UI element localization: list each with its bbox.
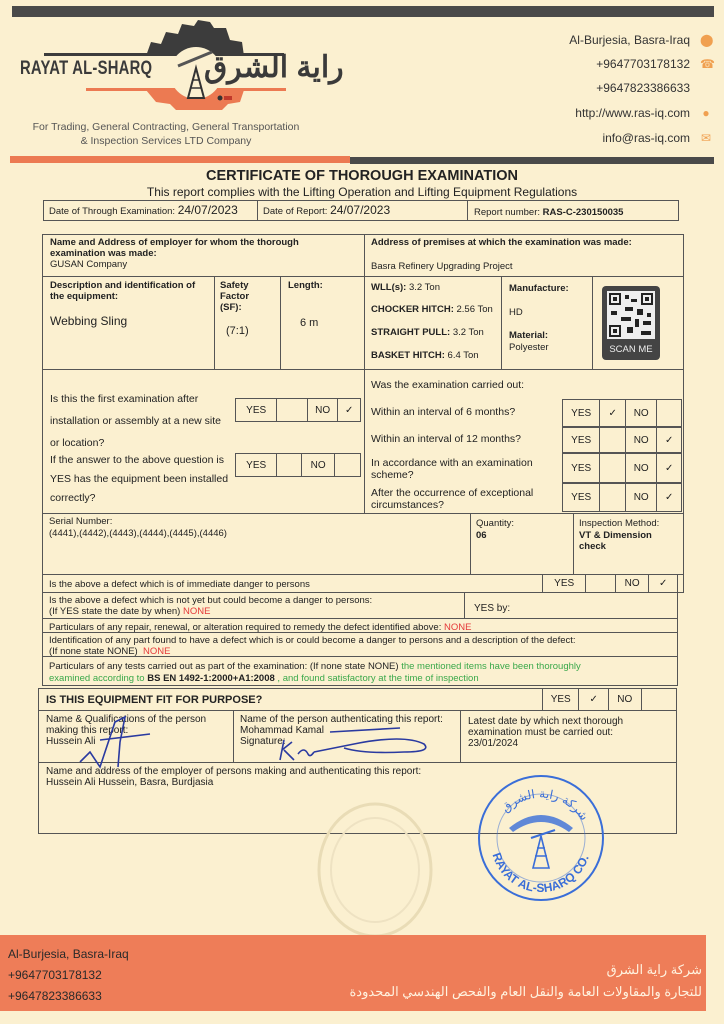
first-exam-yes-label: YES — [236, 399, 277, 421]
divider-dark — [350, 157, 714, 164]
signature-authenticator — [270, 722, 440, 764]
material-label: Material: — [509, 330, 549, 341]
choker-hitch-value: 2.56 Ton — [456, 304, 493, 315]
immediate-no-label: NO — [616, 574, 650, 593]
logo-text-en: RAYAT AL-SHARQ — [20, 58, 153, 79]
next-exam-date: Latest date by which next thorough examination must be carried out: 23/01/2024 — [468, 716, 624, 749]
exam-interval-3-no-label: NO — [626, 484, 657, 511]
manufacture-value: HD — [509, 307, 523, 318]
svg-text:RAYAT AL-SHARQ CO.: RAYAT AL-SHARQ CO. — [489, 850, 592, 896]
report-authenticator: Name of the person authenticating this report: Mohammad Kamal Signature: — [240, 714, 443, 747]
date-exam: Date of Through Examination: 24/07/2023 — [49, 203, 238, 217]
contact-email-link[interactable]: info@ras-iq.com — [602, 131, 690, 145]
footer-arabic-tagline: للتجارة والمقاولات العامة والنقل العام والفحص الهندسي المحدودة — [349, 984, 702, 999]
serial-value: (4441),(4442),(4443),(4444),(4445),(4446) — [49, 528, 227, 539]
exam-interval-1-no-checkbox[interactable]: ✓ — [665, 434, 674, 446]
quantity-value: 06 — [476, 530, 487, 541]
exam-interval-3-yes-label: YES — [563, 484, 600, 511]
fit-for-purpose-question: IS THIS EQUIPMENT FIT FOR PURPOSE? — [46, 694, 263, 706]
contact-phone-1-text[interactable]: +9647703178132 — [596, 57, 690, 71]
question-6-months: Within an interval of 6 months? — [371, 406, 516, 418]
equipment-desc-label: Description and identification of the equipment: — [50, 280, 196, 302]
footer-arabic-company: شركة راية الشرق — [606, 962, 702, 977]
exam-interval-0-no-checkbox[interactable] — [657, 400, 681, 426]
date-report-value: 24/07/2023 — [330, 203, 391, 217]
immediate-danger-question: Is the above a defect which is of immediate danger to persons — [49, 579, 310, 590]
exam-interval-0-yes-checkbox[interactable]: ✓ — [600, 400, 626, 426]
qr-code[interactable] — [602, 286, 660, 360]
material-value: Polyester — [509, 342, 549, 353]
safety-factor-label: Safety Factor (SF): — [220, 280, 250, 313]
basket-hitch-value: 6.4 Ton — [447, 350, 479, 361]
company-stamp — [475, 772, 607, 904]
tagline-line-2: & Inspection Services LTD Company — [80, 135, 252, 147]
fit-no-checkbox[interactable] — [642, 688, 676, 711]
date-report: Date of Report: 24/07/2023 — [263, 203, 391, 217]
fit-yes-no — [542, 688, 677, 711]
fit-yes-checkbox[interactable]: ✓ — [579, 688, 609, 711]
identification-answer: NONE — [142, 646, 171, 657]
first-exam-no-label: NO — [308, 399, 339, 421]
employer-label: Name and Address of employer for whom the thorough examination was made: GUSAN Company — [50, 237, 299, 270]
inspection-method-value: VT & Dimension check — [579, 530, 652, 552]
straight-pull-value: 3.2 Ton — [452, 327, 484, 338]
header-top-bar — [12, 6, 714, 17]
immediate-no-checkbox[interactable]: ✓ — [659, 578, 668, 589]
immediate-yes-label: YES — [543, 574, 586, 593]
contact-phone-2-text[interactable]: +9647823386633 — [596, 81, 690, 95]
immediate-danger-yes-no — [542, 574, 678, 593]
manufacture-label: Manufacture: — [509, 283, 569, 294]
installed-no-checkbox[interactable] — [335, 454, 360, 476]
test-standard: BS EN 1492-1:2000+A1:2008 — [147, 673, 275, 684]
exam-interval-1-yes-label: YES — [563, 428, 600, 452]
qr-scan-label: SCAN ME — [609, 344, 653, 355]
future-danger-answer: NONE — [182, 606, 211, 617]
employer-value: GUSAN Company — [50, 259, 128, 270]
future-danger-question: Is the above a defect which is not yet but could become a danger to persons: (If YES state the date by when) NONE — [49, 595, 373, 617]
exam-interval-1-no-label: NO — [626, 428, 657, 452]
date-exam-value: 24/07/2023 — [177, 203, 238, 217]
question-installed-correctly: If the answer to the above question is YES has the equipment been installed correctly? — [50, 454, 229, 504]
safety-factor-value: (7:1) — [226, 325, 249, 337]
next-exam-date-value: 23/01/2024 — [468, 738, 519, 749]
exam-interval-2-yes-label: YES — [563, 454, 600, 482]
exam-interval-yes-no-0 — [562, 399, 682, 427]
yes-by-label: YES by: — [474, 603, 511, 614]
phone-icon: ☎ — [700, 57, 715, 71]
exam-interval-0-no-label: NO — [626, 400, 657, 426]
installed-no-label: NO — [302, 454, 335, 476]
premises-value: Basra Refinery Upgrading Project — [371, 261, 513, 272]
divider-orange — [10, 156, 350, 163]
question-exceptional: After the occurrence of exceptional circumstances? — [371, 487, 534, 511]
question-first-exam: Is this the first examination after installation or assembly at a new site or location? — [50, 393, 221, 449]
repair-question: Particulars of any repair, renewal, or alteration required to remedy the defect identified above: NONE — [49, 622, 472, 633]
length-value: 6 m — [300, 317, 319, 329]
exam-interval-yes-no-2 — [562, 453, 682, 483]
exam-interval-3-yes-checkbox[interactable] — [600, 484, 626, 511]
qr-code-icon — [607, 291, 655, 339]
globe-icon: ● — [702, 106, 710, 120]
exam-carried-heading: Was the examination carried out: — [371, 379, 525, 391]
first-exam-yes-checkbox[interactable] — [277, 399, 308, 421]
contact-email — [602, 131, 712, 145]
footer-address: Al-Burjesia, Basra-Iraq — [8, 947, 129, 961]
report-maker-value: Hussein Ali — [46, 736, 96, 747]
choker-hitch: CHOCKER HITCH: 2.56 Ton — [371, 304, 493, 315]
exam-interval-1-yes-checkbox[interactable] — [600, 428, 626, 452]
mail-icon: ✉ — [700, 131, 712, 145]
premises-label: Address of premises at which the examination was made: — [371, 237, 632, 248]
tests-particulars: Particulars of any tests carried out as part of the examination: (If none state NONE) the mentioned items have been thoroughly examined according to BS EN 1492-1:2000+A1:2008 , and found satisfactory at the time of inspection — [49, 661, 581, 684]
contact-phone-2 — [596, 81, 690, 95]
certificate-subtitle: This report complies with the Lifting Operation and Lifting Equipment Regulations — [146, 185, 578, 199]
embossed-seal — [315, 800, 435, 940]
installed-yes-label: YES — [236, 454, 277, 476]
location-pin-icon: ⬤ — [700, 33, 714, 47]
wll: WLL(s): 3.2 Ton — [371, 282, 440, 293]
basket-hitch: BASKET HITCH: 6.4 Ton — [371, 350, 479, 361]
contact-phone-1 — [596, 57, 715, 71]
first-exam-no-checkbox[interactable]: ✓ — [344, 404, 354, 416]
logo-text-ar: راية الشرق — [204, 51, 344, 84]
report-number: Report number: RAS-C-230150035 — [474, 207, 624, 218]
installed-yes-no — [235, 453, 361, 477]
report-number-value: RAS-C-230150035 — [542, 207, 624, 218]
tagline-line-1: For Trading, General Contracting, General Transportation — [32, 121, 300, 133]
quantity-label: Quantity: — [476, 518, 515, 529]
immediate-yes-checkbox[interactable] — [586, 574, 616, 593]
identification-question: Identification of any part found to have a defect which is or could become a danger to persons and a description of the defect: (If none state NONE) NONE — [49, 635, 576, 657]
exam-interval-0-yes-label: YES — [563, 400, 600, 426]
installed-yes-checkbox[interactable] — [277, 454, 302, 476]
wll-value: 3.2 Ton — [409, 282, 440, 293]
footer-phone-1[interactable]: +9647703178132 — [8, 968, 102, 982]
report-maker: Name & Qualifications of the person making this report: Hussein Ali — [46, 714, 207, 747]
straight-pull: STRAIGHT PULL: 3.2 Ton — [371, 327, 484, 338]
inspection-method-label: Inspection Method: — [579, 518, 660, 529]
repair-answer: NONE — [444, 622, 472, 633]
exam-interval-3-no-checkbox[interactable]: ✓ — [665, 492, 674, 503]
contact-website-link[interactable]: http://www.ras-iq.com — [575, 106, 690, 120]
exam-interval-2-no-label: NO — [626, 454, 657, 482]
footer-phone-2[interactable]: +9647823386633 — [8, 989, 102, 1003]
question-exam-scheme: In accordance with an examination scheme? — [371, 457, 533, 481]
employer-of-persons: Name and address of the employer of persons making and authenticating this report: Hussein Ali Hussein, Basra, Burdjasia — [46, 766, 422, 788]
length-label: Length: — [288, 280, 323, 291]
fit-no-label: NO — [609, 688, 642, 711]
contact-address-text: Al-Burjesia, Basra-Iraq — [569, 33, 690, 47]
certificate-title: CERTIFICATE OF THOROUGH EXAMINATION — [205, 168, 518, 184]
equipment-desc-value: Webbing Sling — [50, 314, 128, 328]
exam-interval-yes-no-3 — [562, 483, 682, 512]
contact-website — [575, 106, 710, 120]
svg-text:شركة راية الشرق: شركة راية الشرق — [498, 786, 592, 823]
exam-interval-2-yes-checkbox[interactable] — [600, 454, 626, 482]
company-tagline — [16, 120, 316, 148]
employer-of-persons-value: Hussein Ali Hussein, Basra, Burdjasia — [46, 777, 214, 788]
exam-interval-2-no-checkbox[interactable]: ✓ — [665, 462, 674, 474]
signature-maker — [70, 712, 160, 772]
question-12-months: Within an interval of 12 months? — [371, 433, 521, 445]
serial-label: Serial Number: — [49, 516, 113, 527]
contact-address — [569, 33, 714, 47]
report-authenticator-value: Mohammad Kamal — [240, 725, 324, 736]
fit-yes-label: YES — [543, 688, 579, 711]
first-exam-yes-no — [235, 398, 361, 422]
exam-interval-yes-no-1 — [562, 427, 682, 453]
signature-label: Signature: — [240, 736, 286, 747]
